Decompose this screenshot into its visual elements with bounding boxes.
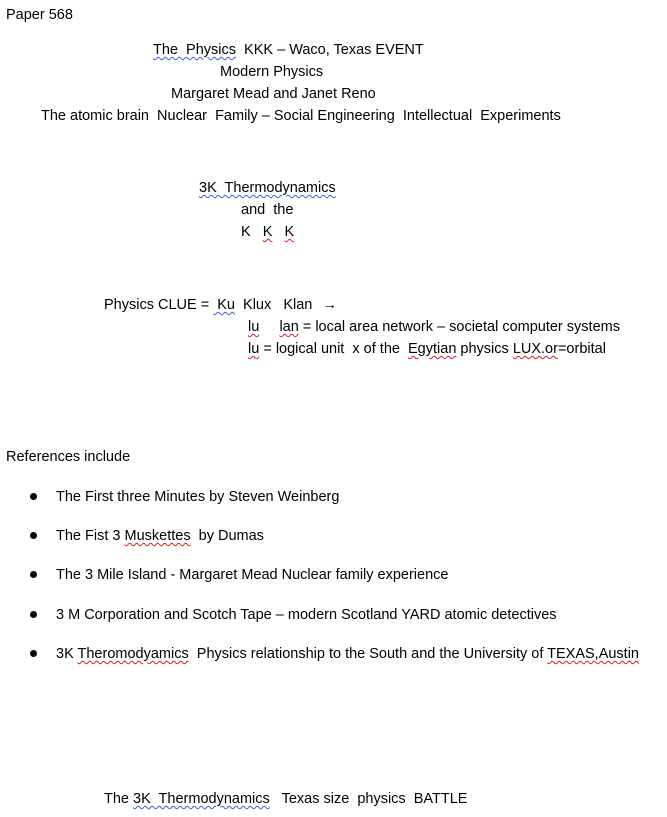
lan-definition: = local area network – societal computer systems bbox=[298, 319, 620, 335]
reference-item-5 bbox=[56, 645, 639, 663]
bullet-icon bbox=[30, 611, 37, 618]
paper-label: Paper 568 bbox=[6, 7, 73, 23]
footer-line bbox=[104, 790, 467, 808]
footer-thermo: 3K Thermodynamics bbox=[133, 791, 270, 807]
k-letter-1: K bbox=[241, 224, 251, 240]
bullet-icon bbox=[30, 532, 37, 539]
clue-rest: Klux Klan bbox=[234, 297, 317, 313]
thermo-heading: 3K Thermodynamics bbox=[199, 180, 336, 196]
bullet-icon bbox=[30, 493, 37, 500]
lu-definition-end: =orbital bbox=[557, 341, 606, 357]
footer-a: The bbox=[104, 791, 134, 807]
bullet-icon bbox=[30, 650, 37, 657]
title-line-2: Modern Physics bbox=[220, 64, 324, 80]
clue-prefix: Physics CLUE = bbox=[104, 297, 214, 313]
title-line-3: Margaret Mead and Janet Reno bbox=[171, 86, 376, 102]
reference-item-2 bbox=[56, 527, 264, 545]
reference-item-5-c: Physics relationship to the South and the University of bbox=[188, 646, 548, 662]
muskettes-word: Muskettes bbox=[124, 528, 191, 544]
k-letter-2: K bbox=[262, 224, 273, 240]
physics-clue-line bbox=[104, 296, 337, 314]
footer-c: Texas size physics BATTLE bbox=[269, 791, 468, 807]
lu-definition: = logical unit x of the bbox=[259, 341, 409, 357]
reference-item-3: The 3 Mile Island - Margaret Mead Nuclear family experience bbox=[56, 567, 449, 583]
lu-abbrev-2: lu bbox=[248, 341, 260, 357]
egytian-word: Egytian bbox=[408, 341, 457, 357]
title-line-4: The atomic brain Nuclear Family – Social Engineering Intellectual Experiments bbox=[41, 108, 561, 124]
title-physics-word: The Physics bbox=[153, 42, 236, 58]
lu-definition-line bbox=[248, 340, 606, 358]
theromodyamics-word: Theromodyamics bbox=[77, 646, 189, 662]
right-arrow-icon: → bbox=[322, 297, 337, 313]
reference-item-2-c: by Dumas bbox=[190, 528, 264, 544]
lan-abbrev: lan bbox=[279, 319, 299, 335]
title-line-1 bbox=[153, 41, 424, 59]
clue-ku: Ku bbox=[213, 297, 235, 313]
k-letter-3: K bbox=[284, 224, 295, 240]
luxor-word: LUX.or bbox=[512, 341, 558, 357]
lu-definition-mid: physics bbox=[456, 341, 513, 357]
lu-abbrev-1: lu bbox=[248, 319, 260, 335]
bullet-icon bbox=[30, 571, 37, 578]
references-heading: References include bbox=[6, 449, 131, 465]
reference-item-5-a: 3K bbox=[56, 646, 78, 662]
lan-definition-line bbox=[248, 318, 620, 336]
title-line-1-rest: KKK – Waco, Texas EVENT bbox=[236, 42, 424, 58]
texas-austin-word: TEXAS,Austin bbox=[547, 646, 639, 662]
reference-item-1: The First three Minutes by Steven Weinberg bbox=[56, 489, 340, 505]
reference-item-2-a: The Fist 3 bbox=[56, 528, 125, 544]
kkk-line bbox=[241, 223, 294, 241]
reference-item-4: 3 M Corporation and Scotch Tape – modern Scotland YARD atomic detectives bbox=[56, 607, 557, 623]
and-the-line: and the bbox=[241, 202, 294, 218]
